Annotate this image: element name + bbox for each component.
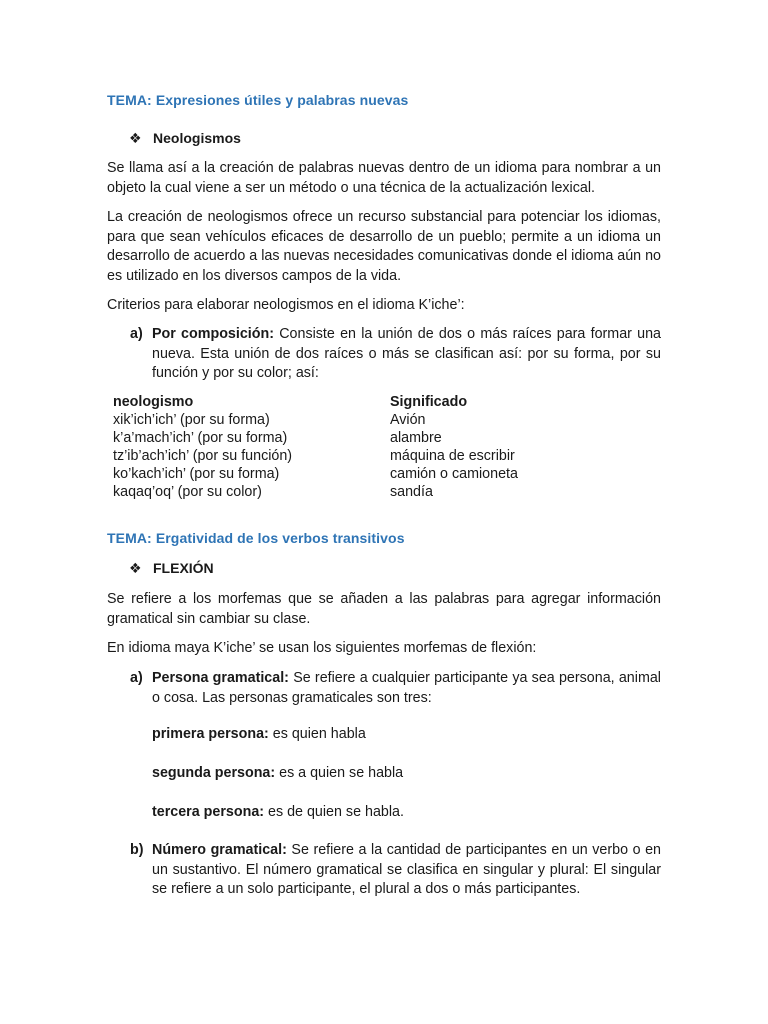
neologism-word: k’a’mach’ich’ (por su forma): [113, 430, 288, 446]
column-header-significado: Significado: [390, 394, 468, 410]
bullet-heading-label: FLEXIÓN: [153, 560, 214, 576]
neologism-word: xik’ich’ich’ (por su forma): [113, 412, 270, 428]
diamond-bullet-icon: ❖: [129, 130, 142, 146]
paragraph-neologism-purpose: La creación de neologismos ofrece un recurso substancial para potenciar los idiomas, para que sean vehículos eficaces de desarrollo de un pueblo; permite a un idioma un desarrollo de acuerdo a las nuevas necesidades comunicativas donde el idioma aún no es utilizado en los diversos campos de la vida.: [107, 209, 661, 284]
list-item-numero-gramatical: [130, 841, 661, 900]
bullet-heading-neologismos: [129, 130, 241, 147]
neologism-meaning: camión o camioneta: [390, 466, 518, 482]
person-description: es quien habla: [268, 726, 366, 742]
section-heading-ergatividad: TEMA: Ergatividad de los verbos transitivos: [107, 530, 405, 546]
paragraph-criteria-intro: Criterios para elaborar neologismos en el idioma K’iche’:: [107, 297, 465, 313]
neologism-word: ko’kach’ich’ (por su forma): [113, 466, 280, 482]
person-label: primera persona:: [152, 726, 269, 742]
list-marker: a): [130, 670, 143, 686]
section-heading-expresiones: TEMA: Expresiones útiles y palabras nuevas: [107, 92, 409, 108]
list-item-body: [152, 325, 661, 384]
person-definition-tercera: [152, 804, 404, 820]
list-item-por-composicion: [130, 325, 661, 384]
term-description: Se refiere a cualquier participante ya sea persona, animal o cosa. Las personas gramaticales son tres:: [152, 670, 661, 706]
person-description: es a quien se habla: [275, 765, 404, 781]
term-label: Persona gramatical:: [152, 670, 289, 686]
paragraph-definition: Se llama así a la creación de palabras nuevas dentro de un idioma para nombrar a un objeto la cual viene a ser un método o una técnica de la actualización lexical.: [107, 160, 661, 196]
neologism-column: [113, 393, 292, 501]
list-item-body: [152, 669, 661, 708]
neologism-meaning: alambre: [390, 430, 442, 446]
person-definition-segunda: [152, 765, 403, 781]
term-label: Por composición:: [152, 326, 274, 342]
person-label: segunda persona:: [152, 765, 276, 781]
list-marker: b): [130, 842, 144, 858]
paragraph-morfemas-intro: En idioma maya K’iche’ se usan los siguientes morfemas de flexión:: [107, 640, 537, 656]
list-item-persona-gramatical: [130, 669, 661, 708]
bullet-heading-label: Neologismos: [153, 130, 241, 146]
term-description: Se refiere a la cantidad de participantes en un verbo o en un sustantivo. El número gramatical se clasifica en singular y plural: El singular se refiere a un solo participante, el plural a dos o más participantes.: [152, 842, 661, 897]
paragraph-flexion-definition: Se refiere a los morfemas que se añaden a las palabras para agregar información gramatical sin cambiar su clase.: [107, 591, 661, 627]
term-description: Consiste en la unión de dos o más raíces para formar una nueva. Esta unión de dos raíces o más se clasifican así: por su forma, por su función y por su color; así:: [152, 326, 661, 381]
neologism-meaning: sandía: [390, 484, 433, 500]
meaning-column: [390, 393, 518, 501]
person-label: tercera persona:: [152, 804, 265, 820]
person-description: es de quien se habla.: [264, 804, 404, 820]
bullet-heading-flexion: [129, 560, 214, 577]
diamond-bullet-icon: ❖: [129, 560, 142, 576]
neologism-meaning: Avión: [390, 412, 426, 428]
column-header-neologismo: neologismo: [113, 394, 194, 410]
list-marker: a): [130, 326, 143, 342]
list-item-body: [152, 841, 661, 900]
neologism-word: kaqaq’oq’ (por su color): [113, 484, 262, 500]
neologism-word: tz’ib’ach’ich’ (por su función): [113, 448, 293, 464]
neologism-table: [113, 393, 661, 503]
term-label: Número gramatical:: [152, 842, 287, 858]
neologism-meaning: máquina de escribir: [390, 448, 515, 464]
person-definition-primera: [152, 726, 366, 742]
